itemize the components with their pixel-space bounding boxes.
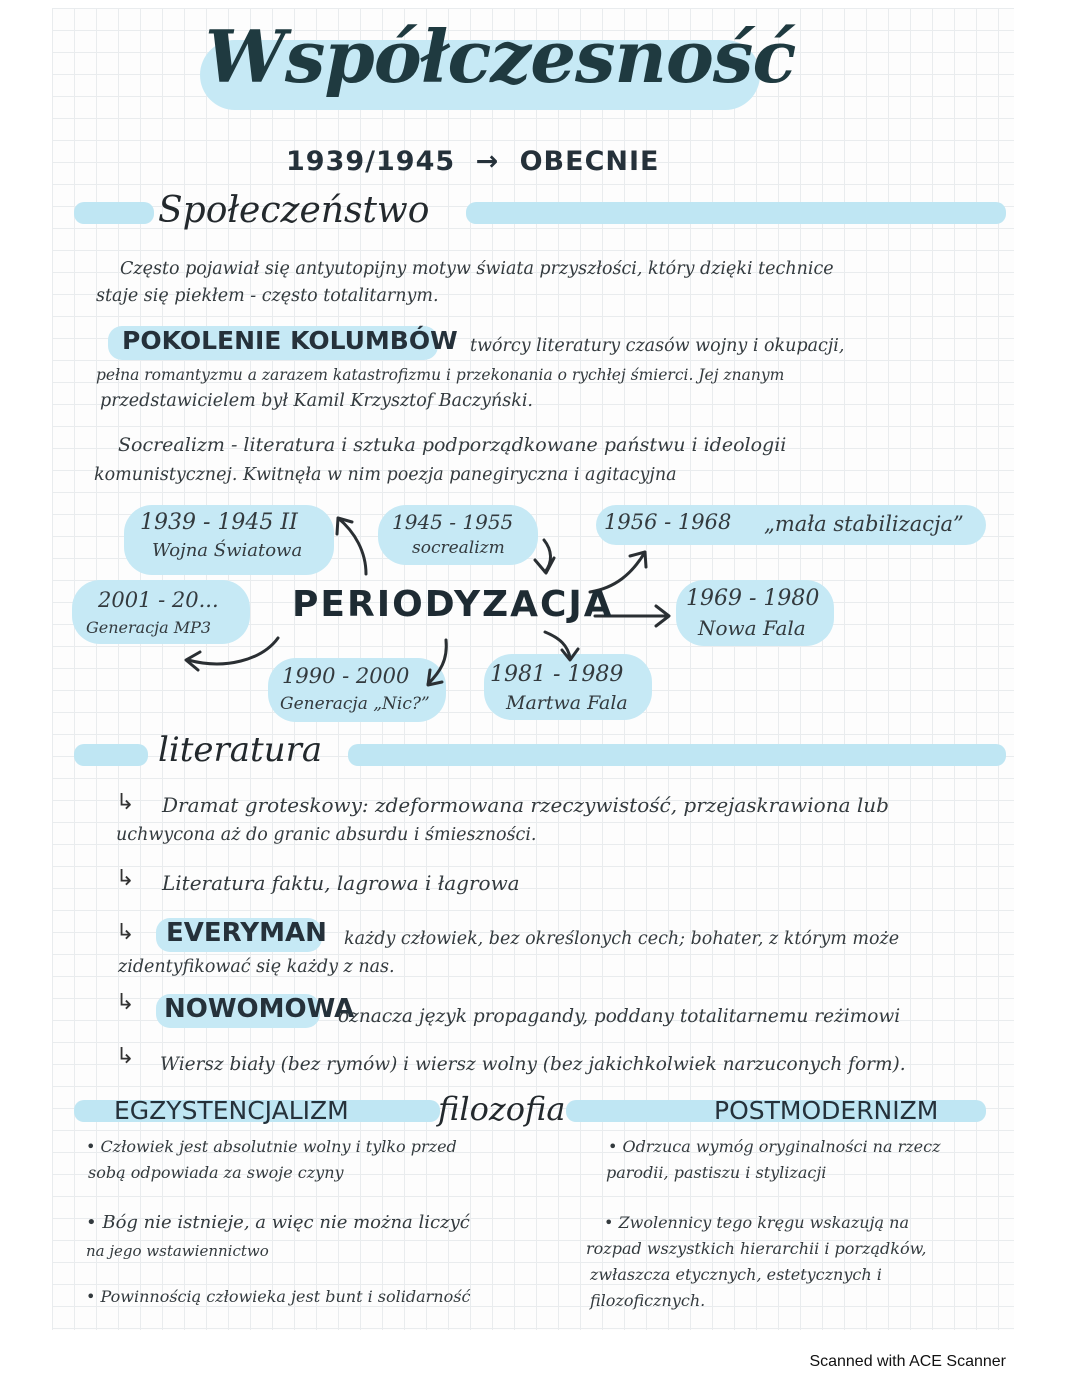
period-4-label: Nowa Fala: [698, 616, 806, 640]
nowomowa-text: oznacza język propagandy, poddany totalitarnemu reżimowi: [338, 1006, 901, 1027]
period-2-label: socrealizm: [412, 538, 505, 558]
columbus-term: POKOLENIE KOLUMBÓW: [122, 326, 458, 355]
lit-bullet-5: ↳: [116, 1044, 135, 1069]
lit-bullet-2: ↳: [116, 866, 135, 891]
post-b2-3: zwłaszcza etycznych, estetycznych i: [590, 1265, 882, 1284]
everyman-line-2: zidentyfikować się każdy z nas.: [118, 957, 395, 977]
page-title: Współczesność: [205, 14, 796, 99]
socreal-line-2: komunistycznej. Kwitnęła w nim poezja panegiryczna i agitacyjna: [94, 465, 677, 485]
society-heading: Społeczeństwo: [158, 190, 430, 231]
arrow-to-1945: [535, 540, 554, 573]
everyman-term: EVERYMAN: [166, 918, 327, 948]
society-intro-1: Często pojawiał się antyutopijny motyw świata przyszłości, który dzięki technice: [120, 259, 834, 279]
post-b1-1: • Odrzuca wymóg oryginalności na rzecz: [608, 1137, 941, 1156]
literature-heading: literatura: [158, 730, 323, 770]
lit-wiersz: Wiersz biały (bez rymów) i wiersz wolny (bez jakichkolwiek narzuconych form).: [160, 1054, 906, 1075]
period-2-dates: 1945 - 1955: [392, 510, 514, 534]
arrow-to-1981: [545, 632, 578, 660]
period-7-dates: 2001 - 20...: [98, 588, 219, 612]
lit-drama-2: uchwycona aż do granic absurdu i śmieszności.: [116, 825, 537, 845]
period-5-dates: 1981 - 1989: [490, 662, 624, 687]
period-3-dates: 1956 - 1968: [604, 510, 732, 534]
egzystencjalizm-title: EGZYSTENCJALIZM: [114, 1096, 349, 1125]
post-b1-2: parodii, pastiszu i stylizacji: [606, 1163, 827, 1182]
postmodernizm-title: POSTMODERNIZM: [714, 1096, 939, 1125]
egz-b3-1: • Powinnością człowieka jest bunt i solidarność: [86, 1287, 471, 1306]
egz-b1-2: sobą odpowiada za swoje czyny: [88, 1163, 344, 1182]
lit-drama-1: Dramat groteskowy: zdeformowana rzeczywistość, przejaskrawiona lub: [162, 793, 889, 817]
nowomowa-term: NOWOMOWA: [164, 994, 355, 1024]
society-intro-2: staje się piekłem - często totalitarnym.: [96, 286, 439, 306]
period-7-label: Generacja MP3: [86, 618, 212, 637]
lit-bullet-3: ↳: [116, 920, 135, 945]
period-1-dates: 1939 - 1945 II: [140, 510, 298, 535]
arrow-to-1939: [337, 518, 366, 574]
literature-bar-right: [348, 744, 1006, 766]
literature-bar-left: [74, 744, 148, 766]
egz-b2-1: • Bóg nie istnieje, a więc nie można liczyć: [86, 1212, 470, 1233]
arrow-to-2001: [186, 638, 278, 670]
columbus-line-1: twórcy literatury czasów wojny i okupacji,: [470, 336, 845, 356]
post-b2-1: • Zwolennicy tego kręgu wskazują na: [604, 1213, 909, 1232]
period-6-dates: 1990 - 2000: [282, 664, 410, 688]
lit-bullet-1: ↳: [116, 790, 135, 815]
period-5-label: Martwa Fala: [506, 692, 628, 714]
period-6-label: Generacja „Nic?”: [280, 694, 430, 714]
periodization-center: PERIODYZACJA: [292, 584, 614, 625]
columbus-line-2: pełna romantyzmu a zarazem katastrofizmu i przekonania o rychłej śmierci. Jej znanym: [96, 366, 785, 384]
lit-faktu: Literatura faktu, lagrowa i łagrowa: [162, 871, 520, 895]
period-4-dates: 1969 - 1980: [686, 586, 820, 611]
columbus-line-3: przedstawicielem był Kamil Krzysztof Baczyński.: [100, 391, 533, 411]
post-b2-4: filozoficznych.: [590, 1291, 706, 1310]
lit-bullet-4: ↳: [116, 990, 135, 1015]
post-b2-2: rozpad wszystkich hierarchii i porządków,: [586, 1239, 927, 1258]
period-1-label: Wojna Światowa: [152, 540, 303, 561]
scanner-watermark: Scanned with ACE Scanner: [809, 1353, 1006, 1370]
period-3-label: „mała stabilizacja”: [764, 512, 964, 536]
date-arrow: →: [475, 146, 500, 177]
philosophy-heading: filozofia: [438, 1090, 566, 1128]
egz-b1-1: • Człowiek jest absolutnie wolny i tylko przed: [86, 1137, 457, 1156]
socreal-line-1: Socrealizm - literatura i sztuka podporządkowane państwu i ideologii: [118, 434, 787, 456]
egz-b2-2: na jego wstawiennictwo: [86, 1242, 269, 1260]
date-range-end: OBECNIE: [519, 146, 660, 177]
arrow-to-1990: [428, 640, 446, 685]
everyman-line-1: każdy człowiek, bez określonych cech; bohater, z którym może: [344, 929, 900, 949]
date-range-start: 1939/1945: [286, 146, 456, 177]
